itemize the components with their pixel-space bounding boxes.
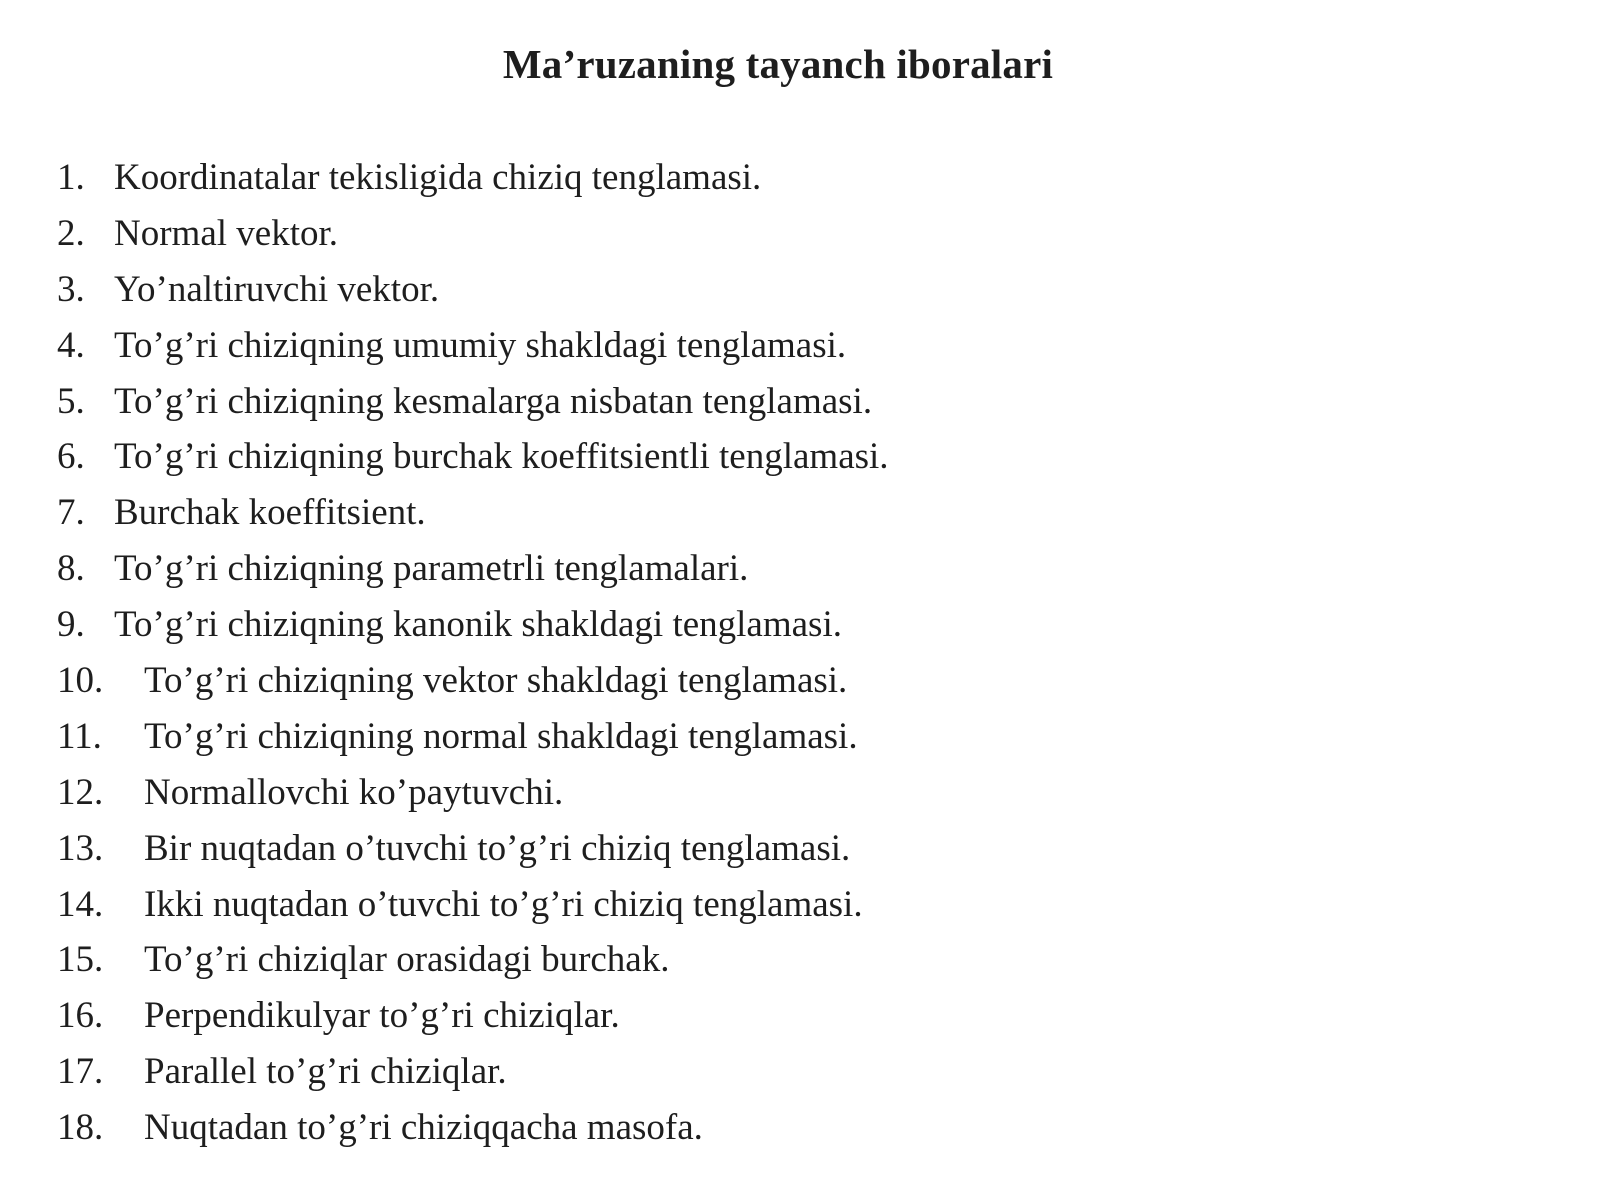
list-item-number: 12. bbox=[57, 771, 104, 813]
list-item-number: 10. bbox=[57, 660, 104, 702]
list-item-text: To’g’ri chiziqning parametrli tenglamalari. bbox=[114, 548, 749, 590]
list-item bbox=[57, 709, 1537, 765]
list-item-number: 15. bbox=[57, 939, 104, 981]
list-item-text: To’g’ri chiziqning umumiy shakldagi tenglamasi. bbox=[114, 324, 847, 366]
list-item-text: To’g’ri chiziqning vektor shakldagi tenglamasi. bbox=[144, 660, 848, 702]
list-item-number: 17. bbox=[57, 1051, 104, 1093]
list-item-text: To’g’ri chiziqning normal shakldagi tenglamasi. bbox=[144, 715, 858, 757]
term-list bbox=[57, 150, 1537, 1156]
list-item bbox=[57, 206, 1537, 262]
list-item-number: 9. bbox=[57, 604, 85, 646]
list-item bbox=[57, 988, 1537, 1044]
list-item bbox=[57, 821, 1537, 877]
list-item-number: 1. bbox=[57, 157, 85, 198]
list-item-text: Ikki nuqtadan o’tuvchi to’g’ri chiziq tenglamasi. bbox=[144, 883, 863, 925]
list-item-number: 6. bbox=[57, 436, 85, 478]
list-item-text: To’g’ri chiziqlar orasidagi burchak. bbox=[144, 939, 670, 981]
list-item-number: 4. bbox=[57, 324, 85, 366]
list-item-number: 7. bbox=[57, 492, 85, 534]
list-item-text: To’g’ri chiziqning burchak koeffitsientli tenglamasi. bbox=[114, 436, 889, 478]
list-item-text: Yo’naltiruvchi vektor. bbox=[114, 268, 440, 310]
page-title: Ma’ruzaning tayanch iboralari bbox=[502, 41, 1054, 87]
list-item-number: 16. bbox=[57, 995, 104, 1037]
list-item-text: To’g’ri chiziqning kanonik shakldagi tenglamasi. bbox=[114, 604, 842, 646]
list-item bbox=[57, 262, 1537, 318]
list-item bbox=[57, 1100, 1537, 1156]
list-item bbox=[57, 1044, 1537, 1100]
list-item bbox=[57, 653, 1537, 709]
list-item bbox=[57, 429, 1537, 485]
list-item-number: 18. bbox=[57, 1107, 104, 1149]
list-item-number: 2. bbox=[57, 212, 85, 254]
list-item-text: Normallovchi ko’paytuvchi. bbox=[144, 771, 564, 813]
list-item-number: 8. bbox=[57, 548, 85, 590]
list-item-text: Bir nuqtadan o’tuvchi to’g’ri chiziq tenglamasi. bbox=[144, 827, 851, 869]
list-item bbox=[57, 150, 1537, 206]
list-item bbox=[57, 541, 1537, 597]
list-item-text: Nuqtadan to’g’ri chiziqqacha masofa. bbox=[144, 1107, 703, 1149]
list-item-number: 11. bbox=[57, 715, 102, 757]
list-item bbox=[57, 485, 1537, 541]
list-item-number: 5. bbox=[57, 380, 85, 422]
list-item-text: To’g’ri chiziqning kesmalarga nisbatan tenglamasi. bbox=[114, 380, 873, 422]
list-item bbox=[57, 932, 1537, 988]
list-item-text: Parallel to’g’ri chiziqlar. bbox=[144, 1051, 507, 1093]
list-item-number: 13. bbox=[57, 827, 104, 869]
list-item-text: Koordinatalar tekisligida chiziq tenglamasi. bbox=[114, 157, 762, 198]
list-item bbox=[57, 877, 1537, 933]
list-item bbox=[57, 597, 1537, 653]
list-item bbox=[57, 765, 1537, 821]
list-item-text: Normal vektor. bbox=[114, 212, 339, 254]
list-item bbox=[57, 318, 1537, 374]
list-item-number: 14. bbox=[57, 883, 104, 925]
list-item-text: Perpendikulyar to’g’ri chiziqlar. bbox=[144, 995, 620, 1037]
list-item-number: 3. bbox=[57, 268, 85, 310]
list-item bbox=[57, 374, 1537, 430]
list-item-text: Burchak koeffitsient. bbox=[114, 492, 426, 534]
